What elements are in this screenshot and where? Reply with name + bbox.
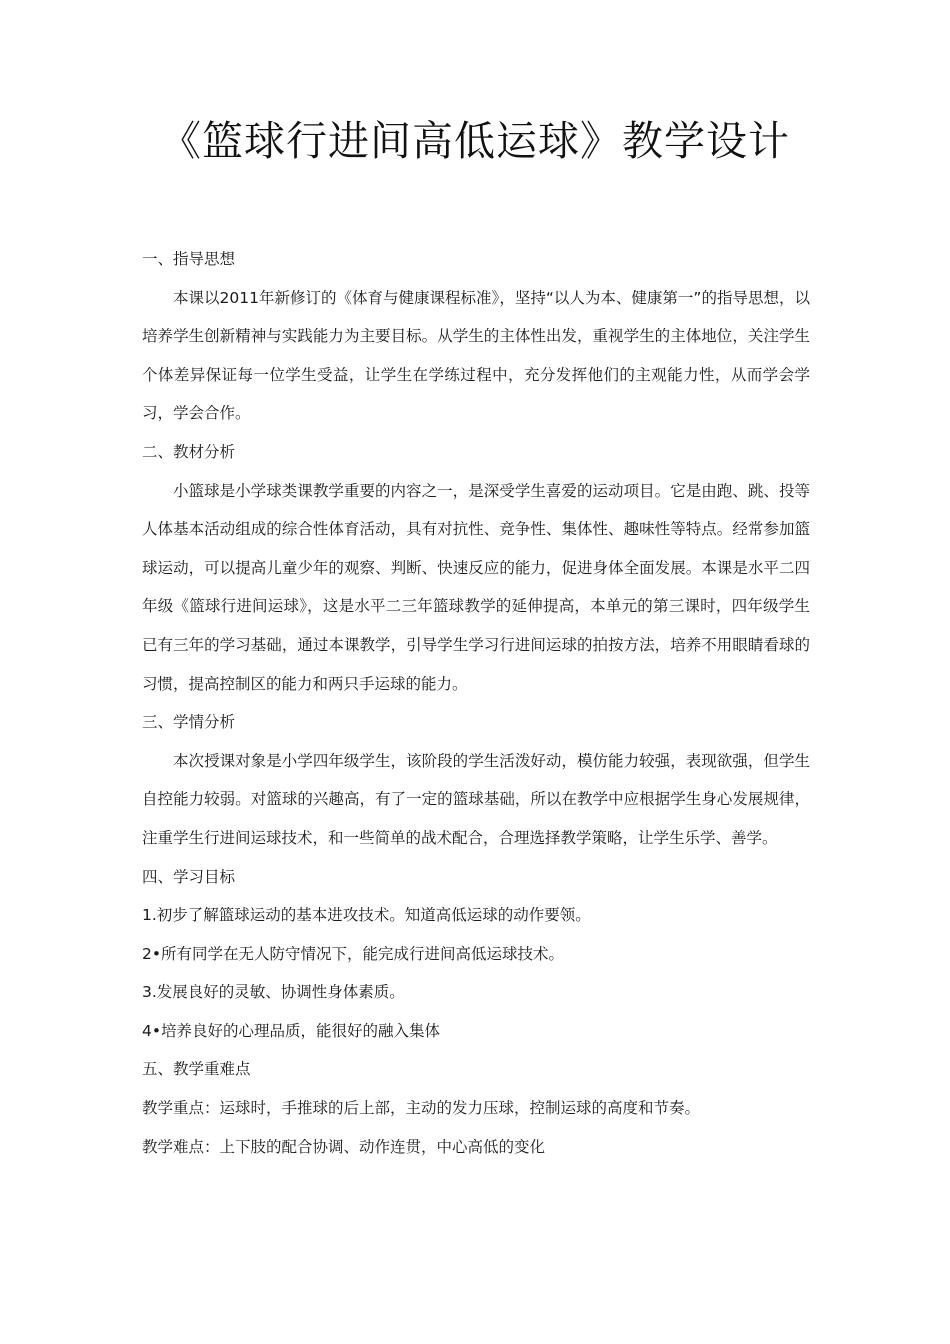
section-heading-guiding-thought: 一、指导思想	[142, 250, 236, 268]
learning-goal-item: 1.初步了解篮球运动的基本进攻技术。知道高低运球的动作要领。	[142, 906, 591, 925]
section-heading-key-points: 五、教学重难点	[142, 1060, 251, 1079]
teaching-difficulty: 教学难点：上下肢的配合协调、动作连贯，中心高低的变化	[142, 1137, 546, 1156]
section-heading-student-analysis: 三、学情分析	[142, 713, 236, 732]
document-body	[142, 240, 810, 1166]
section-paragraph-student-analysis: 本次授课对象是小学四年级学生，该阶段的学生活泼好动，模仿能力较强，表现欲强，但学生自控能力较弱。对篮球的兴趣高，有了一定的篮球基础，所以在教学中应根据学生身心发展规律，注重学生行进间运球技术，和一些简单的战术配合，合理选择教学策略，让学生乐学、善学。	[142, 751, 810, 847]
teaching-key-point: 教学重点：运球时，手推球的后上部，主动的发力压球，控制运球的高度和节奏。	[142, 1099, 701, 1118]
section-heading-material-analysis: 二、教材分析	[142, 442, 236, 461]
learning-goal-item: 4•培养良好的心理品质，能很好的融入集体	[142, 1021, 441, 1040]
document-title: 《篮球行进间高低运球》教学设计	[160, 117, 790, 165]
learning-goal-item: 3.发展良好的灵敏、协调性身体素质。	[142, 983, 405, 1002]
section-paragraph-material-analysis: 小篮球是小学球类课教学重要的内容之一，是深受学生喜爱的运动项目。它是由跑、跳、投等人体基本活动组成的综合性体育活动，具有对抗性、竞争性、集体性、趣味性等特点。经常参加篮球运动，可以提高儿童少年的观察、判断、快速反应的能力，促进身体全面发展。本课是水平二四年级《篮球行进间运球》，这是水平二三年篮球教学的延伸提高，本单元的第三课时，四年级学生已有三年的学习基础，通过本课教学，引导学生学习行进间运球的拍按方法，培养不用眼睛看球的习惯，提高控制区的能力和两只手运球的能力。	[142, 481, 810, 693]
section-paragraph-guiding-thought: 本课以2011年新修订的《体育与健康课程标准》，坚持“以人为本、健康第一”的指导思想，以培养学生创新精神与实践能力为主要目标。从学生的主体性出发，重视学生的主体地位，关注学生个体差异保证每一位学生受益，让学生在学练过程中，充分发挥他们的主观能力性，从而学会学习，学会合作。	[142, 288, 810, 423]
learning-goal-item: 2•所有同学在无人防守情况下，能完成行进间高低运球技术。	[142, 944, 565, 963]
section-heading-learning-goals: 四、学习目标	[142, 867, 236, 886]
